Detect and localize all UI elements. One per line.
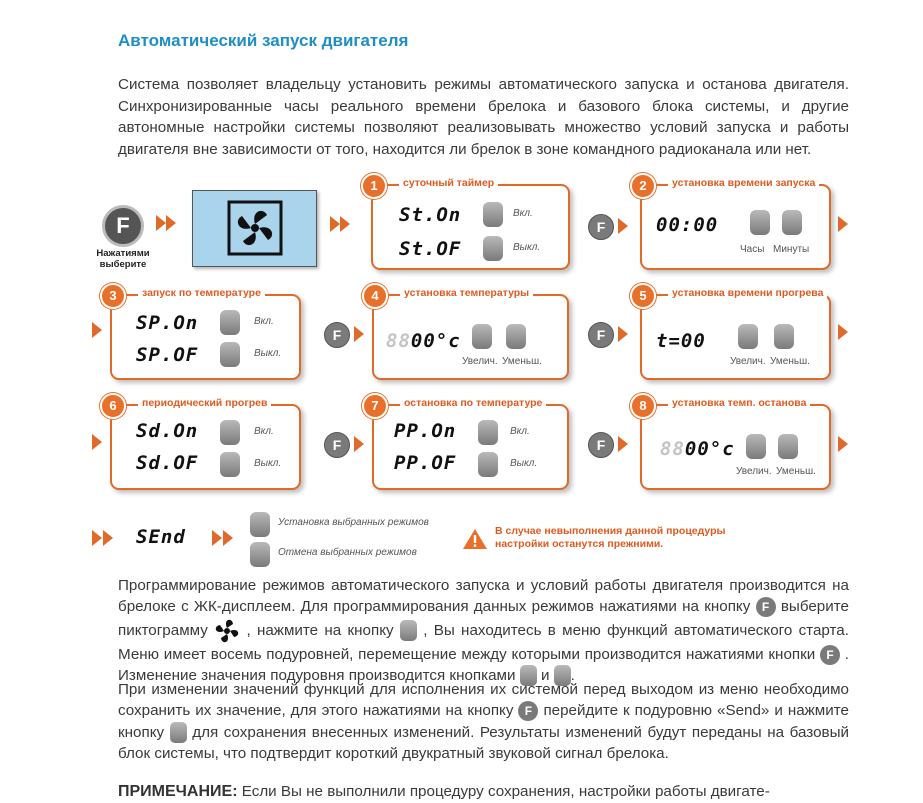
panel-title: остановка по температуре [400,397,546,409]
arrow-icon [223,530,233,546]
note-label: ПРИМЕЧАНИЕ: [118,783,238,800]
f-button-icon: F [820,645,840,665]
f-button-icon: F [756,597,776,617]
note [118,781,858,803]
fan-icon [214,618,240,644]
button-label: Уменьш. [770,356,810,367]
lock-button[interactable] [220,310,240,335]
para-text: . [570,666,575,684]
f-button[interactable]: F [588,214,614,240]
warning-icon [462,528,488,550]
unlock-button[interactable] [782,210,802,235]
lcd-value: 00°c [410,330,461,352]
panel-set-temp [371,287,569,380]
lcd-readout: PP.On [394,420,457,442]
button-label: Вкл. [513,208,533,219]
panel-periodic-warmup [109,397,301,490]
f-key-caption: Нажатиями выберите [96,248,150,270]
increase-button[interactable] [738,324,758,349]
arrow-icon [330,216,340,232]
unlock-button-icon [400,620,417,641]
lcd-ghost-digits: 88 [660,438,685,460]
lcd-readout: Sd.OF [136,452,199,474]
panel-title: запуск по температуре [138,287,265,299]
cancel-button[interactable] [250,542,270,567]
lock-button[interactable] [483,202,503,227]
button-label: Вкл. [254,316,274,327]
f-button[interactable]: F [324,322,350,348]
arrow-icon [838,216,848,232]
decrease-button[interactable] [778,434,798,459]
button-label: Выкл. [254,348,282,359]
lock-button[interactable] [220,420,240,445]
fan-icon [193,191,316,266]
button-label: Уменьш. [502,356,542,367]
panel-number: 3 [100,283,126,309]
panel-warmup-time [639,287,831,380]
button-label: Минуты [773,244,810,255]
arrow-icon [92,434,102,450]
note-text: Если Вы не выполнили процедуру сохранения, настройки работы двигате- [241,783,770,800]
f-button-icon: F [518,701,538,721]
cancel-label: Отмена выбранных режимов [278,547,417,558]
arrow-icon [838,436,848,452]
f-button[interactable]: F [324,432,350,458]
send-lcd: SEnd [136,526,186,548]
unlock-button[interactable] [478,452,498,477]
button-label: Уменьш. [776,466,816,477]
arrow-icon [212,530,222,546]
arrow-icon [618,436,628,452]
lock-button[interactable] [478,420,498,445]
arrow-icon [618,218,628,234]
arrow-icon [92,322,102,338]
para-text: , Вы находитесь в меню функций автоматического старта. Меню имеет восемь подуровней, перемещение между которыми производится нажатиями кнопки [118,621,849,663]
panel-number: 5 [630,283,656,309]
button-label: Увелич. [462,356,498,367]
para-text: При изменении значений функций для исполнения их системой перед выходом из меню необходимо сохранить их значение, для этого нажатиями на кнопку [118,681,849,720]
arrow-icon [166,215,176,231]
increase-button[interactable] [472,324,492,349]
button-label: Часы [740,244,765,255]
intro-paragraph: Система позволяет владельцу установить режимы автоматического запуска и останова двигателя. Синхронизированные часы реального времени брелока и базового блока системы, и другие автономные настройки системы позволяют реализовывать множество условий запуска и работы двигателя вне зависимости от того, находится ли брелок в зоне командного радиоканала или нет. [118,76,849,158]
increase-button[interactable] [746,434,766,459]
button-label: Вкл. [254,426,274,437]
panel-temp-stop [371,397,569,490]
para-text: , нажмите на кнопку [246,621,394,639]
f-key-button[interactable]: F [102,205,144,247]
button-label: Выкл. [513,242,541,253]
section-title: Автоматический запуск двигателя [118,31,409,50]
lcd-readout: t=00 [656,330,706,352]
save-paragraph [118,679,849,764]
fan-display [192,190,317,267]
lcd-readout: 00:00 [656,214,719,236]
panel-number: 1 [361,173,387,199]
lcd-readout: Sd.On [136,420,199,442]
lcd-readout: SP.OF [136,344,199,366]
lcd-ghost-digits: 88 [386,330,411,352]
panel-title: периодический прогрев [138,397,271,409]
arrow-icon [838,324,848,340]
para-text: выберите пиктограмму [118,598,849,639]
panel-start-time [639,177,831,270]
save-button[interactable] [250,512,270,537]
f-button[interactable]: F [588,322,614,348]
arrow-icon [354,436,364,452]
button-label: Выкл. [254,458,282,469]
panel-number: 2 [630,173,656,199]
unlock-button[interactable] [220,452,240,477]
button-label: Увелич. [736,466,772,477]
arrow-icon [354,326,364,342]
panel-title: установка темп. останова [668,397,810,409]
panel-number: 4 [362,283,388,309]
decrease-button[interactable] [506,324,526,349]
para-text: . Изменение значения подуровня производится кнопками [118,645,849,684]
f-button[interactable]: F [588,432,614,458]
panel-daily-timer [370,177,570,270]
lcd-readout [386,330,461,352]
panel-title: установка времени запуска [668,177,819,189]
panel-title: установка времени прогрева [668,287,827,299]
decrease-button[interactable] [774,324,794,349]
panel-stop-temp-set [639,397,831,490]
para-text: для сохранения внесенных изменений. Результаты изменений будут переданы на базовый блок системы, что подтвердит короткий двукратный звуковой сигнал брелока. [118,723,849,763]
button-label: Увелич. [730,356,766,367]
panel-title: установка температуры [400,287,533,299]
lcd-readout: PP.OF [394,452,457,474]
para-text: перейдите к подуровню «Send» и нажмите кнопку [118,702,849,741]
lock-button[interactable] [750,210,770,235]
para-text: Программирование режимов автоматического запуска и условий работы двигателя производится на брелоке с ЖК-дисплеем. Для программирования данных режимов нажатиями на кнопку [118,577,849,616]
lcd-readout: SP.On [136,312,199,334]
arrow-icon [618,326,628,342]
lcd-readout [660,438,735,460]
lock-button-icon [170,722,187,743]
panel-temp-start [109,287,301,380]
lcd-value: 00°c [684,438,735,460]
arrow-icon [156,215,166,231]
unlock-button[interactable] [483,236,503,261]
para-text: и [540,666,550,684]
panel-title: суточный таймер [399,177,498,189]
panel-number: 8 [630,393,656,419]
arrow-icon [92,530,102,546]
lcd-readout: St.OF [399,238,462,260]
panel-number: 7 [362,393,388,419]
warning-text: В случае невыполнения данной процедуры настройки останутся прежними. [495,525,726,550]
lcd-readout: St.On [399,204,462,226]
save-label: Установка выбранных режимов [278,517,429,528]
instructions-paragraph [118,575,849,686]
button-label: Вкл. [510,426,530,437]
arrow-icon [103,530,113,546]
unlock-button[interactable] [220,342,240,367]
arrow-icon [340,216,350,232]
button-label: Выкл. [510,458,538,469]
panel-number: 6 [100,393,126,419]
